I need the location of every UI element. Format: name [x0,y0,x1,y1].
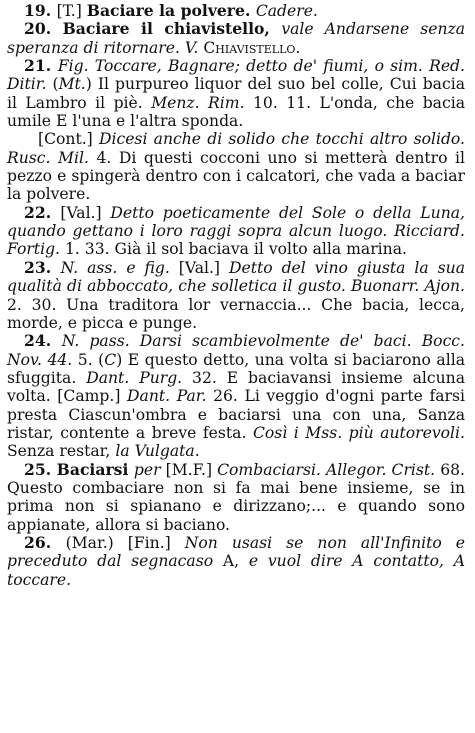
entry-number: 22. [24,202,61,222]
dictionary-entry [7,20,465,57]
entry-number: 26. [24,532,66,552]
entry-text: Menz. Rim. [151,93,253,112]
entry-text: Senza restar, [7,442,116,461]
entry-text: A, [222,552,249,571]
entry-text: (Mar.) [Fin.] [65,533,185,552]
entry-text: ) Il purpureo liquor del suo bel colle, Cui bacia il Lambro il piè. [7,75,465,112]
entry-text: ) E questo detto, una volta si baciarono alla sfuggita. [7,350,466,387]
dictionary-entry [7,534,465,589]
dictionary-entry [7,259,465,332]
dictionary-entry [7,2,465,20]
entry-text: Baciare il chiavistello, [62,19,282,39]
entry-text: 2. 30. Una traditora lor vernaccia... Che bacia, lecca, morde, e picca e punge. [7,295,465,332]
entry-text: la Vulgata. [115,442,200,461]
entry-text: C [104,350,117,369]
entry-text: 5. ( [77,350,105,369]
entry-text: Detto del vino giusta la sua qualità di abboccato, che solletica il gusto. Buonarr. Ajon. [7,258,465,296]
entry-text: Non usasi se non all'Infinito e preceduto dal segnacaso [7,533,465,571]
dictionary-entry [7,130,465,203]
entry-text: [Val.] [178,258,229,277]
entry-text: [M.F.] [165,460,218,479]
dictionary-entry [7,332,465,460]
entry-text: 1. 33. Già il sol baciava il volto alla marina. [64,240,407,259]
entry-text: Così i Mss. più autorevoli. [252,423,465,442]
entry-text: [T.] [56,2,87,20]
entry-text: ( [52,75,59,94]
entry-text: vale Andarsene senza speranza di ritornare. V. [7,20,465,57]
dictionary-entry [7,204,465,259]
entry-text: e vuol dire A contatto, A toccare. [7,552,465,589]
entry-number: 23. [24,257,61,277]
entry-text: 68. Questo combaciare non si fa mai bene insieme, se in prima non si spianano e dirizzano;... e quando sono appianate, allora si baciano. [7,460,465,534]
entry-text: Combaciarsi. Allegor. Crist. [217,460,441,479]
entry-text: 26. Li veggio d'ogni parte farsi presta Ciascun'ombra e baciarsi una con una, Sanza ristar, contente a breve festa. [7,387,465,442]
entry-text: 10. 11. L'onda, che bacia umile E l'una e l'altra sponda. [7,93,466,131]
entry-text: Dicesi anche di solido che tocchi altro solido. Rusc. Mil. [7,130,465,167]
entry-text: Cadere. [255,2,318,20]
entry-number: 21. [24,56,58,76]
entry-number: 24. [24,331,62,351]
entry-text: Dant. Purg. [86,368,193,387]
entry-text: Chiavistello. [203,38,301,57]
entry-text: N. ass. e fig. [60,258,179,277]
entry-number: 20. [24,19,63,39]
entry-text: Detto poeticamente del Sole o della Luna, quando gettano i loro raggi sopra alcun luogo. Ricciard. Fortig. [7,203,465,259]
entry-number: 19. [24,1,57,20]
dictionary-entry [7,57,465,130]
entry-text: [Cont.] [38,130,99,149]
entry-text: Fig. Toccare, Bagnare; detto de' fiumi, o sim. Red. Ditir. [7,57,465,94]
entry-text: Mt. [58,75,86,94]
dictionary-entry [7,461,465,534]
entry-text: Baciarsi [56,459,134,479]
entry-text: N. pass. Darsi scambievolmente de' baci. Bocc. Nov. 44. [7,332,465,369]
entry-text: 32. E baciavansi insieme alcuna volta. [Camp.] [7,368,465,406]
entry-text: [Val.] [60,203,111,222]
entry-number: 25. [24,459,57,479]
entry-text: 4. Di questi cocconi uno si metterà dentro il pezzo e spingerà dentro con i calcatori, che vada a baciar la polvere. [7,148,465,204]
entry-text: Dant. Par. [127,387,214,406]
entry-text: per [133,460,166,479]
entry-text: Baciare la polvere. [86,1,256,20]
